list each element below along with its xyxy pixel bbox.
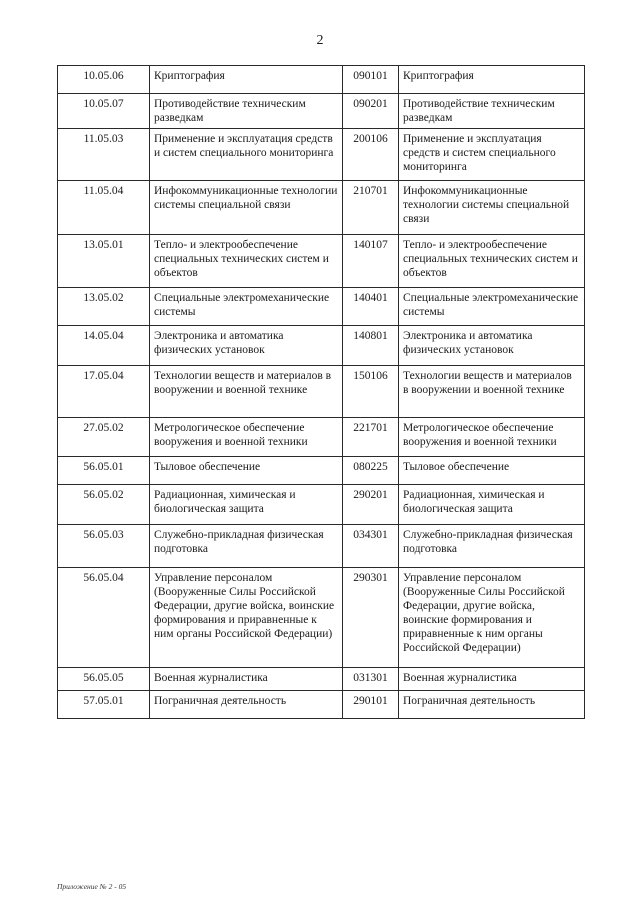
specialty-name-cell: Радиационная, химическая и биологическая защита [150,485,343,525]
old-name-cell: Применение и эксплуатация средств и систем специального мониторинга [399,129,585,181]
specialty-code-cell: 56.05.01 [58,457,150,485]
old-code-cell: 080225 [343,457,399,485]
table-row [58,288,585,326]
old-name-cell: Электроника и автоматика физических установок [399,326,585,366]
old-code-cell: 140401 [343,288,399,326]
old-code-cell: 090101 [343,66,399,94]
specialty-name-cell: Технологии веществ и материалов в вооружении и военной технике [150,366,343,418]
old-name-cell: Противодействие техническим разведкам [399,94,585,129]
specialty-code-cell: 56.05.02 [58,485,150,525]
old-name-cell: Технологии веществ и материалов в вооружении и военной технике [399,366,585,418]
specialty-code-cell: 14.05.04 [58,326,150,366]
specialty-code-cell: 56.05.03 [58,525,150,568]
specialty-code-cell: 13.05.02 [58,288,150,326]
table-row [58,668,585,691]
table-row [58,457,585,485]
old-name-cell: Военная журналистика [399,668,585,691]
specialty-code-cell: 17.05.04 [58,366,150,418]
specialty-name-cell: Специальные электромеханические системы [150,288,343,326]
table-row [58,485,585,525]
specialty-code-cell: 27.05.02 [58,418,150,457]
old-name-cell: Метрологическое обеспечение вооружения и военной техники [399,418,585,457]
specialty-code-cell: 10.05.07 [58,94,150,129]
specialty-name-cell: Управление персоналом (Вооруженные Силы Российской Федерации, другие войска, воинские формирования и приравненные к ним органы Российской Федерации) [150,568,343,668]
old-code-cell: 200106 [343,129,399,181]
old-code-cell: 090201 [343,94,399,129]
specialty-name-cell: Противодействие техническим разведкам [150,94,343,129]
specialty-code-cell: 11.05.03 [58,129,150,181]
specialty-code-cell: 13.05.01 [58,235,150,288]
old-name-cell: Радиационная, химическая и биологическая защита [399,485,585,525]
table-row [58,418,585,457]
specialty-name-cell: Пограничная деятельность [150,691,343,719]
old-name-cell: Инфокоммуникационные технологии системы специальной связи [399,181,585,235]
old-code-cell: 150106 [343,366,399,418]
specialty-name-cell: Криптография [150,66,343,94]
table-row [58,366,585,418]
specialty-name-cell: Применение и эксплуатация средств и систем специального мониторинга [150,129,343,181]
old-code-cell: 290301 [343,568,399,668]
old-code-cell: 031301 [343,668,399,691]
specialty-name-cell: Тепло- и электрообеспечение специальных технических систем и объектов [150,235,343,288]
table-row [58,691,585,719]
old-name-cell: Тыловое обеспечение [399,457,585,485]
specialty-name-cell: Метрологическое обеспечение вооружения и военной техники [150,418,343,457]
old-code-cell: 290101 [343,691,399,719]
old-name-cell: Тепло- и электрообеспечение специальных технических систем и объектов [399,235,585,288]
page-number: 2 [316,33,324,48]
old-name-cell: Пограничная деятельность [399,691,585,719]
table-body [58,66,585,719]
specialty-name-cell: Инфокоммуникационные технологии системы специальной связи [150,181,343,235]
old-code-cell: 140107 [343,235,399,288]
specialty-name-cell: Военная журналистика [150,668,343,691]
specialty-code-cell: 11.05.04 [58,181,150,235]
table-row [58,326,585,366]
old-code-cell: 034301 [343,525,399,568]
specialty-name-cell: Служебно-прикладная физическая подготовка [150,525,343,568]
old-name-cell: Управление персоналом (Вооруженные Силы Российской Федерации, другие войска, воинские формирования и приравненные к ним органы Российской Федерации) [399,568,585,668]
old-name-cell: Специальные электромеханические системы [399,288,585,326]
specialty-name-cell: Электроника и автоматика физических установок [150,326,343,366]
specialty-name-cell: Тыловое обеспечение [150,457,343,485]
old-name-cell: Криптография [399,66,585,94]
table-row [58,568,585,668]
table-row [58,66,585,94]
old-code-cell: 221701 [343,418,399,457]
table-row [58,94,585,129]
footer-note: Приложение № 2 - 05 [57,882,127,891]
table-row [58,235,585,288]
table-row [58,129,585,181]
table-row [58,525,585,568]
specialty-code-cell: 57.05.01 [58,691,150,719]
old-code-cell: 140801 [343,326,399,366]
specialty-code-cell: 56.05.04 [58,568,150,668]
specialty-code-cell: 56.05.05 [58,668,150,691]
old-name-cell: Служебно-прикладная физическая подготовка [399,525,585,568]
specialties-table [57,65,585,719]
old-code-cell: 210701 [343,181,399,235]
old-code-cell: 290201 [343,485,399,525]
specialty-code-cell: 10.05.06 [58,66,150,94]
table-row [58,181,585,235]
